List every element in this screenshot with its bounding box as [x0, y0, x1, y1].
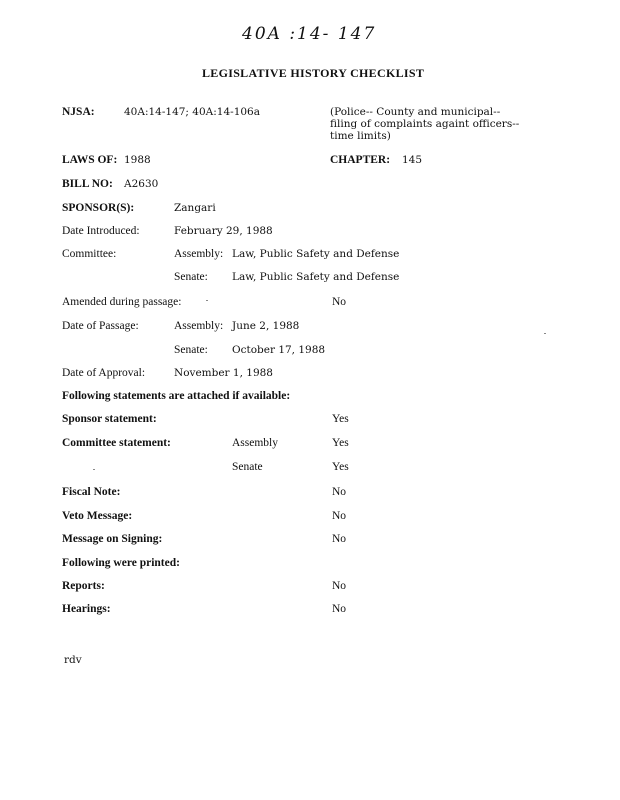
hearings-label: Hearings: [62, 603, 111, 615]
fiscal-note-label: Fiscal Note: [62, 486, 121, 498]
amended-label: Amended during passage: [62, 296, 182, 308]
veto-message-label: Veto Message: [62, 510, 133, 522]
laws-of-value: 1988 [124, 154, 151, 166]
reports-label: Reports: [62, 580, 105, 592]
laws-of-label: LAWS OF: [62, 154, 118, 166]
preparer-initials: rdv [64, 654, 82, 666]
committee-statement-assembly-value: Yes [332, 437, 349, 449]
committee-assembly-value: Law, Public Safety and Defense [232, 248, 400, 260]
bill-no-value: A2630 [124, 178, 159, 190]
njsa-value: 40A:14-147; 40A:14-106a [124, 106, 260, 118]
sponsor-statement-value: Yes [332, 413, 349, 425]
sponsor-statement-label: Sponsor statement: [62, 413, 157, 425]
bill-no-label: BILL NO: [62, 178, 113, 190]
date-introduced-label: Date Introduced: [62, 225, 140, 237]
njsa-label: NJSA: [62, 106, 95, 118]
attached-statements-heading: Following statements are attached if available: [62, 390, 291, 402]
date-introduced-value: February 29, 1988 [174, 225, 273, 237]
sponsors-value: Zangari [174, 202, 216, 214]
fiscal-note-value: No [332, 486, 347, 498]
committee-statement-senate-value: Yes [332, 461, 349, 473]
veto-message-value: No [332, 510, 347, 522]
date-of-passage-label: Date of Passage: [62, 320, 139, 332]
committee-label: Committee: [62, 248, 117, 260]
committee-statement-assembly-label: Assembly [232, 437, 278, 449]
reports-value: No [332, 580, 347, 592]
committee-senate-value: Law, Public Safety and Defense [232, 271, 400, 283]
njsa-description-line-2: filing of complaints againt officers-- [330, 118, 520, 130]
date-of-approval-value: November 1, 1988 [174, 367, 273, 379]
message-on-signing-label: Message on Signing: [62, 533, 163, 545]
hearings-value: No [332, 603, 347, 615]
amended-value: No [332, 296, 347, 308]
scan-speck [93, 469, 95, 470]
scan-speck [206, 300, 208, 301]
passage-assembly-label: Assembly: [174, 320, 224, 332]
committee-statement-senate-label: Senate [232, 461, 263, 473]
chapter-label: CHAPTER: [330, 154, 391, 166]
handwritten-statute-number: 40A :14- 147 [242, 24, 377, 44]
njsa-description-line-1: (Police-- County and municipal-- [330, 106, 501, 118]
sponsors-label: SPONSOR(S): [62, 202, 135, 214]
committee-senate-label: Senate: [174, 271, 208, 283]
scan-speck [544, 333, 546, 334]
chapter-value: 145 [402, 154, 423, 166]
date-of-approval-label: Date of Approval: [62, 367, 146, 379]
passage-senate-label: Senate: [174, 344, 208, 356]
committee-statement-label: Committee statement: [62, 437, 171, 449]
printed-heading: Following were printed: [62, 557, 180, 569]
passage-assembly-value: June 2, 1988 [232, 320, 300, 332]
message-on-signing-value: No [332, 533, 347, 545]
passage-senate-value: October 17, 1988 [232, 344, 326, 356]
page-title: LEGISLATIVE HISTORY CHECKLIST [202, 66, 425, 80]
committee-assembly-label: Assembly: [174, 248, 224, 260]
njsa-description-line-3: time limits) [330, 130, 391, 142]
